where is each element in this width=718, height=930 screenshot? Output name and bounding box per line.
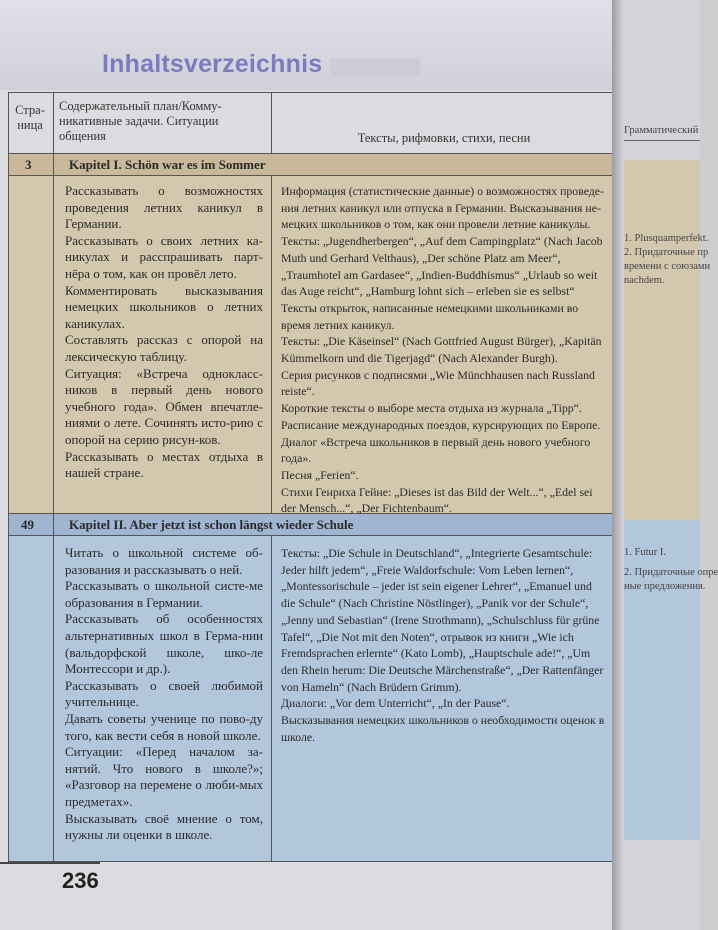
text-item: Расписание международных поездов, курсирующих по Европе. xyxy=(281,417,601,432)
text-item: Высказывания немецких школьников о необходимости оценок в школе. xyxy=(281,713,605,744)
text-item: Тексты открыток, написанные немецкими школьниками во время летних каникул. xyxy=(281,300,579,332)
title-shadow xyxy=(330,58,420,76)
objective: Рассказывать о школьной систе-ме образования в Германии. xyxy=(65,578,263,610)
objective: Комментировать высказывания немецких школьников о летних каникулах. xyxy=(65,282,263,331)
chapter-1-texts xyxy=(281,183,607,517)
grammar-2-line: ные предложения. xyxy=(624,581,706,592)
grammar-1-line: 1. Plusquamperfekt. xyxy=(624,233,709,244)
text-item: Тексты: „Die Schule in Deutschland“, „Integrierte Gesamtschule: Jeder hilft jedem“, „Freie Waldorfschule: Vom Leben lernen“, „Montessorischule – jeder ist sein eigener Lehrer“, „Emanuel und die Schule“ (Nach Christine Nöstlinger), „Panik vor der Schule“, „Jenny und Sebastian“ (Irene Strothmann), „Schulschluss für grüne Tafel“, „Die Not mit den Noten“, отрывок из книги „Wie ich Fremdsprachen erlernte“ (Kato Lomb), „Hauptschule ade!“, „Um den Rhein herum: Die Deutsche Märchenstraße“, „Der Rattenfänger von Hameln“ (Nach Brüdern Grimm). xyxy=(281,546,604,694)
page-number: 236 xyxy=(62,868,99,893)
text-item: Тексты: „Die Käseinsel“ (Nach Gottfried August Bürger), „Kapitän Kümmelkorn und die Tigerjagd“ (Nach Alexander Burgh). xyxy=(281,334,602,366)
grammar-2-line: 1. Futur I. xyxy=(624,547,666,558)
text-item: Песня „Ferien“. xyxy=(281,467,359,482)
chapter-1-page: 3 xyxy=(25,157,32,172)
grammar-1-line: времени с союзами xyxy=(624,261,711,272)
objective: Давать советы ученице по пово-ду того, как вести себя в новой школе. xyxy=(65,710,263,743)
objective: Рассказывать о возможностях проведения летних каникул в Германии. xyxy=(65,183,263,232)
chapter-1-title: Kapitel I. Schön war es im Sommer xyxy=(69,157,266,172)
chapter-1-objectives xyxy=(65,183,263,482)
next-page xyxy=(624,0,718,930)
page-number-rule xyxy=(0,862,100,864)
text-item: Тексты: „Jugendherbergen“, „Auf dem Campingplatz“ (Nach Jacob Muth und Gerhard Velthaus), „Der schöne Platz am Meer“, „Traumhotel am Gardasee“, „Indien-Buddhismus“ „Urlaub so weit das Auge reicht“, „Hamburg lohnt sich – erleben sie es selbst“ xyxy=(281,234,603,299)
objective: Рассказывать о своей любимой учительнице. xyxy=(65,677,263,710)
text-item: Диалог «Встреча школьников в первый день нового учебного года». xyxy=(281,434,591,466)
text-item: Короткие тексты о выборе места отдыха из журнала „Tipp“. xyxy=(281,401,582,416)
grammar-1-line: 2. Придаточные пр xyxy=(624,247,709,258)
chapter-2-title: Kapitel II. Aber jetzt ist schon längst wieder Schule xyxy=(69,517,354,532)
text-item: Диалоги: „Vor dem Unterricht“, „In der Pause“. xyxy=(281,696,510,711)
page-title: Inhaltsverzeichnis xyxy=(102,50,323,78)
chapter-2-texts xyxy=(281,545,607,745)
objective: Рассказывать о своих летних ка-никулах и расспрашивать парт-нёра о том, как он провёл лето. xyxy=(65,232,263,281)
text-item: Информация (статистические данные) о возможностях проведе-ния летних каникул или отпуска в Германии. Высказывания не-мецких школьников о том, как они провели летние каникулы. xyxy=(281,184,604,232)
text-item: Серия рисунков с подписями „Wie Münchhausen nach Russland reiste“. xyxy=(281,367,595,399)
text-item: Стихи Генриха Гейне: „Dieses ist das Bild der Welt...“, „Edel sei der Mensch...“, „Der Fichtenbaum“. xyxy=(281,484,593,516)
grammar-2-line: 2. Придаточные опре xyxy=(624,567,718,578)
objective: Высказывать своё мнение о том, нужны ли оценки в школе. xyxy=(65,810,263,843)
next-page-header: Грамматический xyxy=(624,125,699,136)
header-texts: Тексты, рифмовки, стихи, песни xyxy=(357,131,531,145)
book-gutter xyxy=(612,0,624,930)
header-page: Стра-ница xyxy=(15,103,45,132)
chapter-2-objectives xyxy=(65,545,263,844)
grammar-1-line: nachdem. xyxy=(624,275,665,286)
objective: Ситуации: «Перед началом за-нятий. Что нового в школе?»; «Разговор на перемене о люби-мых предметах». xyxy=(65,744,263,809)
objective: Читать о школьной системе об-разования и рассказывать о ней. xyxy=(65,545,263,577)
objective: Рассказывать об особенностях альтернативных школ в Герма-нии (вальдорфской школе, шко-ле Монтессори и др.). xyxy=(65,611,263,677)
header-plan: Содержательный план/Комму-никативные задачи. Ситуации общения xyxy=(59,99,222,143)
objective: Составлять рассказ с опорой на лексическую таблицу. xyxy=(65,332,263,364)
chapter-2-page: 49 xyxy=(21,517,34,532)
objective: Ситуация: «Встреча однокласс-ников в первый день нового учебного года». Обмен впечатле-ниями о лете. Сочинять исто-рию с опорой на серию рисун-ков. xyxy=(65,365,263,447)
objective: Рассказывать о местах отдыха в нашей стране. xyxy=(65,448,263,481)
contents-table xyxy=(8,92,614,862)
